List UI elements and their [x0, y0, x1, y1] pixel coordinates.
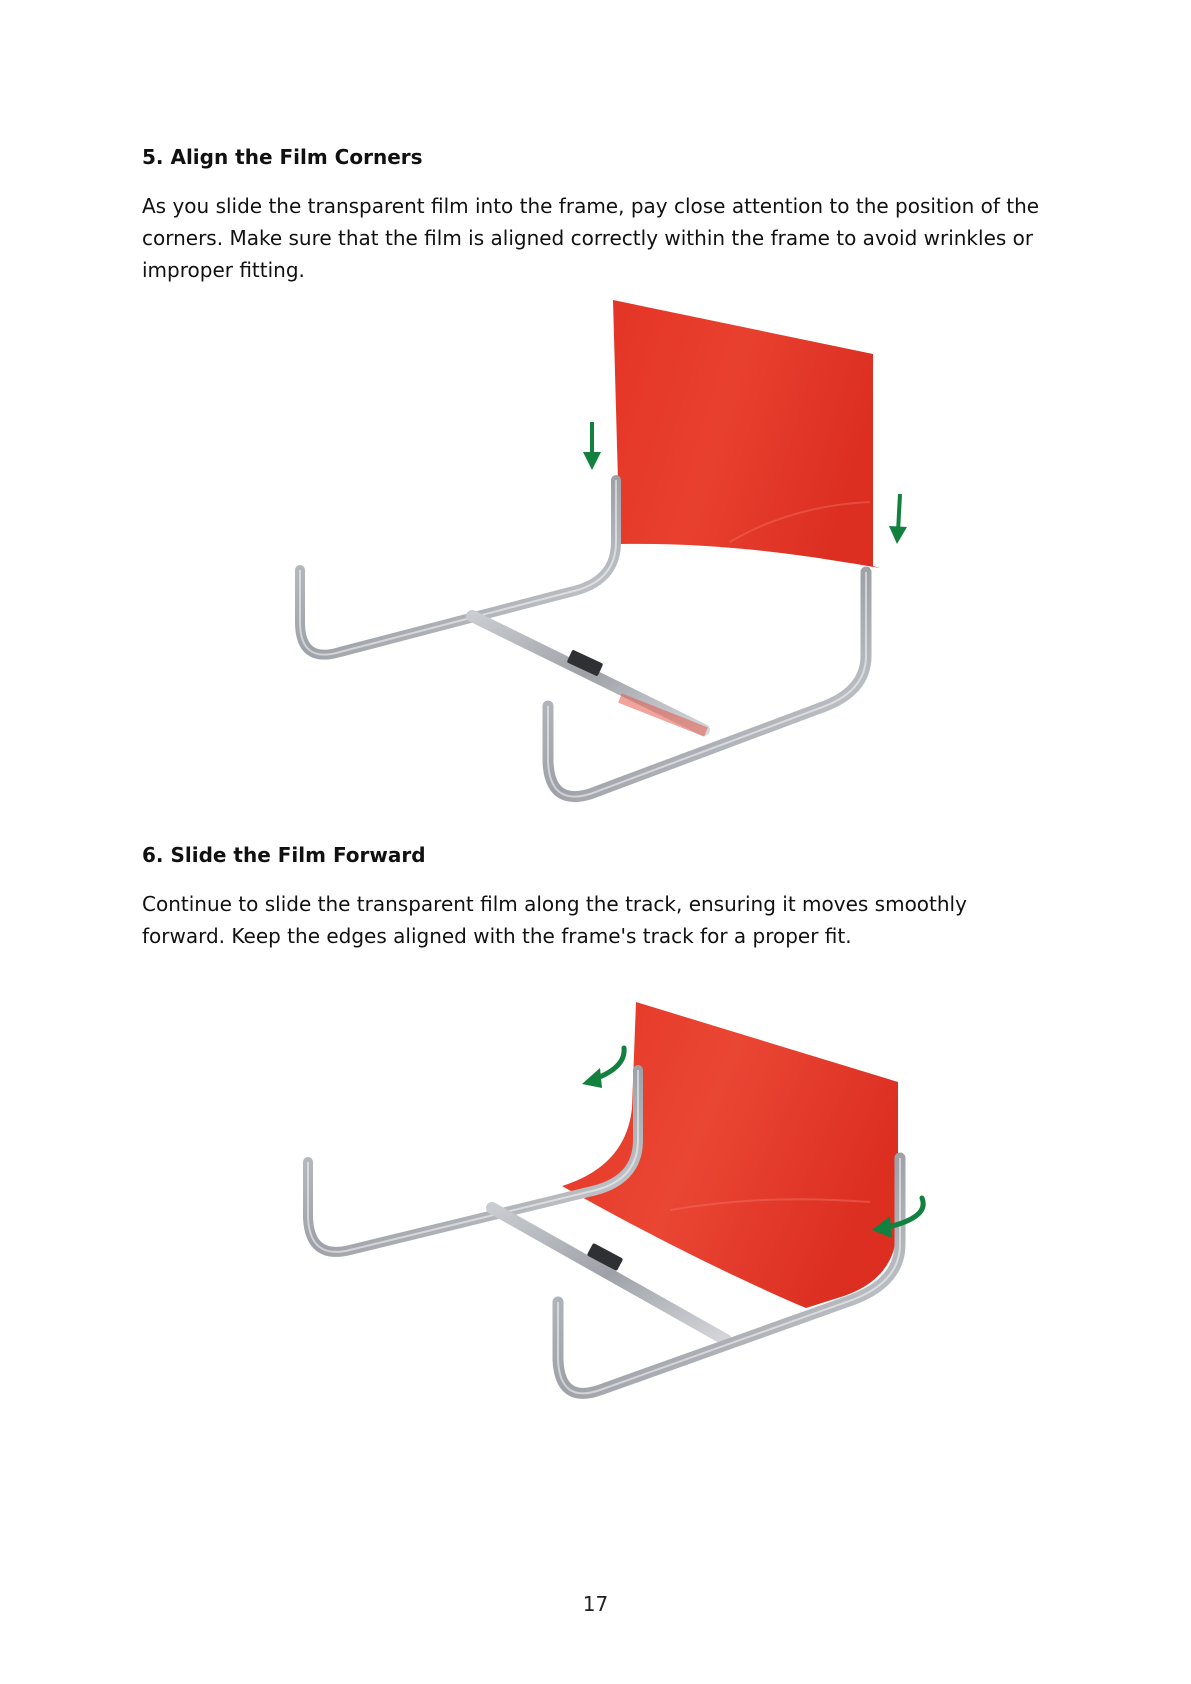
right-frame: [548, 572, 866, 797]
section-6-body: Continue to slide the transparent film along the track, ensuring it moves smoothly forward. Keep the edges aligned with the frame's track for a proper fit.: [142, 892, 967, 948]
left-frame: [308, 1070, 638, 1252]
down-arrow-icon-left: [583, 422, 601, 470]
section-6-heading: 6. Slide the Film Forward: [142, 843, 426, 867]
page-number: 17: [582, 1592, 609, 1616]
film-forward-illustration: [270, 990, 950, 1450]
curved-arrow-icon-left: [582, 1048, 624, 1088]
left-frame: [300, 480, 616, 655]
section-5-body: As you slide the transparent film into the frame, pay close attention to the position of the corners. Make sure that the film is aligned correctly within the frame to avoid wrinkles or improper fitting.: [142, 194, 1040, 282]
red-film: [613, 300, 880, 568]
film-corners-illustration: [260, 292, 920, 822]
down-arrow-icon-right: [889, 494, 907, 544]
section-5-heading: 5. Align the Film Corners: [142, 145, 423, 169]
